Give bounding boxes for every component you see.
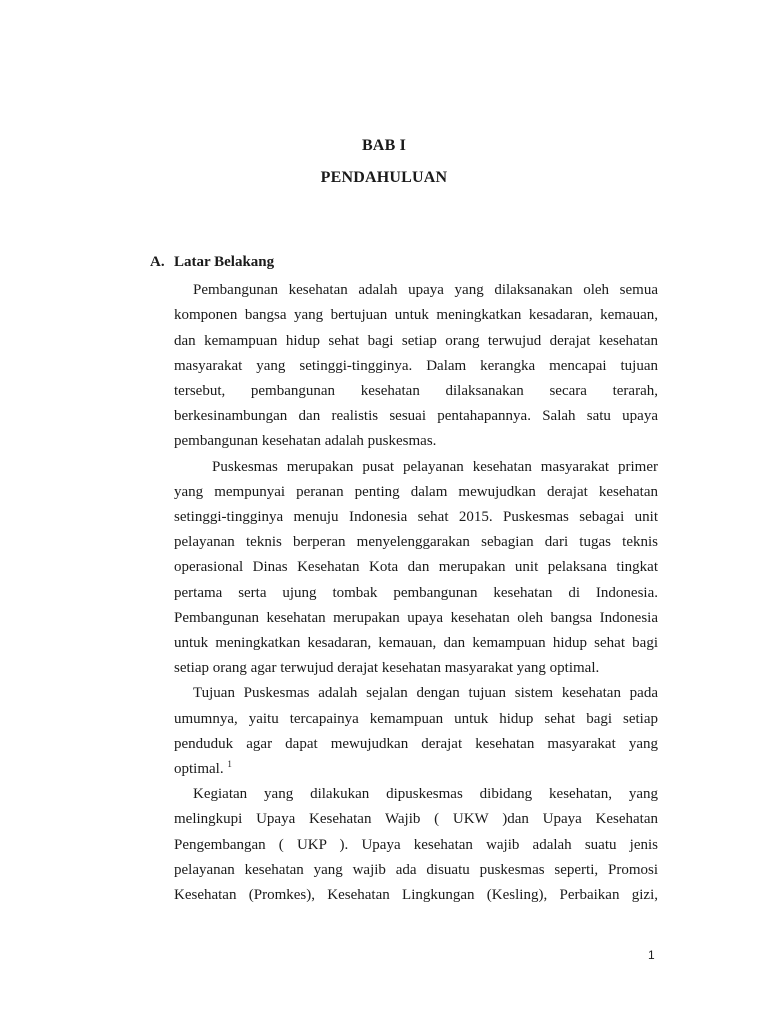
body-line: pelayanan kesehatan yang wajib ada disuatu puskesmas seperti, Promosi (174, 862, 658, 878)
body-line: Pembangunan kesehatan merupakan upaya kesehatan oleh bangsa Indonesia (174, 610, 658, 626)
body-line: pembangunan kesehatan adalah puskesmas. (174, 433, 437, 449)
body-line: Kegiatan yang dilakukan dipuskesmas dibidang kesehatan, yang (193, 786, 658, 802)
chapter-title: PENDAHULUAN (320, 169, 448, 186)
body-line: dan kemampuan hidup sehat bagi setiap orang terwujud derajat kesehatan (174, 333, 658, 349)
body-line: Pembangunan kesehatan adalah upaya yang dilaksanakan oleh semua (193, 282, 658, 298)
body-line: masyarakat yang setinggi-tingginya. Dalam kerangka mencapai tujuan (174, 358, 658, 374)
body-line: operasional Dinas Kesehatan Kota dan merupakan unit pelaksana tingkat (174, 559, 658, 575)
body-line: Tujuan Puskesmas adalah sejalan dengan tujuan sistem kesehatan pada (193, 685, 658, 701)
body-line: umumnya, yaitu tercapainya kemampuan untuk hidup sehat bagi setiap (174, 711, 658, 727)
body-line: Pengembangan ( UKP ). Upaya kesehatan wajib adalah suatu jenis (174, 837, 658, 853)
section-title: Latar Belakang (174, 254, 275, 270)
body-line: tersebut, pembangunan kesehatan dilaksanakan secara terarah, (174, 383, 658, 399)
body-line: Kesehatan (Promkes), Kesehatan Lingkungan (Kesling), Perbaikan gizi, (174, 887, 658, 903)
section-letter: A. (150, 254, 165, 270)
body-line: penduduk agar dapat mewujudkan derajat kesehatan masyarakat yang (174, 736, 658, 752)
footnote-ref[interactable]: 1 (227, 759, 232, 769)
section-heading (150, 254, 274, 271)
body-line: setiap orang agar terwujud derajat kesehatan masyarakat yang optimal. (174, 660, 600, 676)
body-line: untuk meningkatkan kesadaran, kemauan, dan kemampuan hidup sehat bagi (174, 635, 658, 651)
body-line: pelayanan teknis berperan menyelenggarakan sebagian dari tugas teknis (174, 534, 658, 550)
body-line: pertama serta ujung tombak pembangunan kesehatan di Indonesia. (174, 585, 658, 601)
chapter-heading: BAB I (361, 137, 407, 154)
body-line (174, 760, 658, 778)
body-line-text: optimal. (174, 761, 224, 777)
body-line: komponen bangsa yang bertujuan untuk meningkatkan kesadaran, kemauan, (174, 307, 658, 323)
body-line: Puskesmas merupakan pusat pelayanan kesehatan masyarakat primer (212, 459, 658, 475)
body-line: yang mempunyai peranan penting dalam mewujudkan derajat kesehatan (174, 484, 658, 500)
body-line: berkesinambungan dan realistis sesuai pentahapannya. Salah satu upaya (174, 408, 658, 424)
body-line: setinggi-tingginya menuju Indonesia sehat 2015. Puskesmas sebagai unit (174, 509, 658, 525)
page-number: 1 (648, 948, 655, 962)
body-line: melingkupi Upaya Kesehatan Wajib ( UKW )dan Upaya Kesehatan (174, 811, 658, 827)
